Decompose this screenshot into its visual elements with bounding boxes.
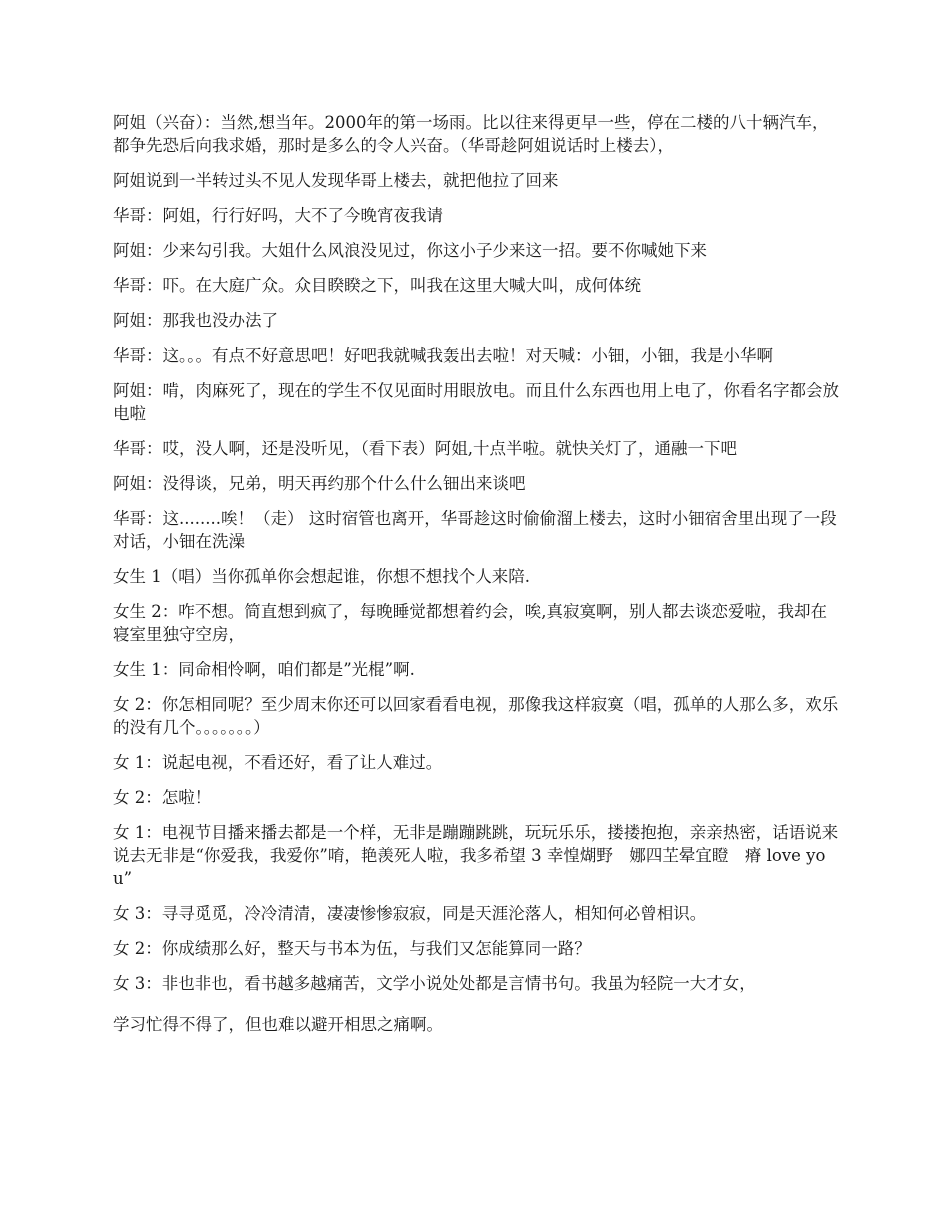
paragraph: 女 3：非也非也，看书越多越痛苦，文学小说处处都是言情书句。我虽为轻院一大才女， (113, 974, 756, 993)
paragraph: 女 2：你成绩那么好，整天与书本为伍，与我们又怎能算同一路？ (113, 939, 591, 958)
paragraph: 阿姐：少来勾引我。大姐什么风浪没见过，你这小子少来这一招。要不你喊她下来 (113, 241, 707, 260)
paragraph: 女生 1：同命相怜啊，咱们都是”光棍”啊. (113, 660, 415, 679)
paragraph: 女生 1（唱）当你孤单你会想起谁，你想不想找个人来陪. (113, 567, 530, 586)
paragraph: 华哥：哎，没人啊，还是没听见，（看下表）阿姐,十点半啦。就快关灯了，通融一下吧 (113, 439, 737, 458)
paragraph: 女 2：怎啦！ (113, 788, 212, 807)
paragraph: 女生 2：咋不想。简直想到疯了，每晚睡觉都想着约会，唉,真寂寞啊，别人都去谈恋爱啦，我却在寝室里独守空房， (113, 602, 827, 644)
paragraph: 阿姐：没得谈，兄弟，明天再约那个什么什么钿出来谈吧 (113, 474, 526, 493)
paragraph: 阿姐（兴奋）：当然,想当年。2000年的第一场雨。比以往来得更早一些，停在二楼的八十辆汽车，都争先恐后向我求婚，那时是多么的令人兴奋。（华哥趁阿姐说话时上楼去）， (113, 113, 829, 155)
paragraph: 阿姐：啃，肉麻死了，现在的学生不仅见面时用眼放电。而且什么东西也用上电了，你看名字都会放电啦 (113, 381, 839, 423)
paragraph: 女 3：寻寻觅觅，冷冷清清，凄凄惨惨寂寂，同是天涯沦落人，相知何必曾相识。 (113, 904, 707, 923)
paragraph: 女 1：说起电视，不看还好，看了让人难过。 (113, 753, 443, 772)
paragraph: 学习忙得不得了，但也难以避开相思之痛啊。 (113, 1015, 443, 1034)
document-body (113, 111, 841, 1048)
paragraph: 阿姐：那我也没办法了 (113, 311, 278, 330)
paragraph: 华哥：吓。在大庭广众。众目睽睽之下，叫我在这里大喊大叫，成何体统 (113, 276, 641, 295)
paragraph: 阿姐说到一半转过头不见人发现华哥上楼去，就把他拉了回来 (113, 171, 559, 190)
paragraph: 华哥：这。。。有点不好意思吧！好吧我就喊我轰出去啦！对天喊：小钿，小钿，我是小华啊 (113, 346, 773, 365)
paragraph: 华哥：这........唉！（走） 这时宿管也离开，华哥趁这时偷偷溜上楼去，这时小钿宿舍里出现了一段对话，小钿在洗澡 (113, 509, 837, 551)
paragraph: 女 1：电视节目播来播去都是一个样，无非是蹦蹦跳跳，玩玩乐乐，搂搂抱抱，亲亲热密，话语说来说去无非是“你爱我，我爱你”唷，艳羡死人啦，我多希望 3 幸惶煳野 娜四芏晕宜瞪 瘠 love you” (113, 823, 839, 888)
paragraph: 女 2：你怎相同呢？至少周末你还可以回家看看电视，那像我这样寂寞（唱，孤单的人那么多，欢乐的没有几个。。。。。。。） (113, 695, 839, 737)
paragraph: 华哥：阿姐，行行好吗，大不了今晚宵夜我请 (113, 206, 443, 225)
